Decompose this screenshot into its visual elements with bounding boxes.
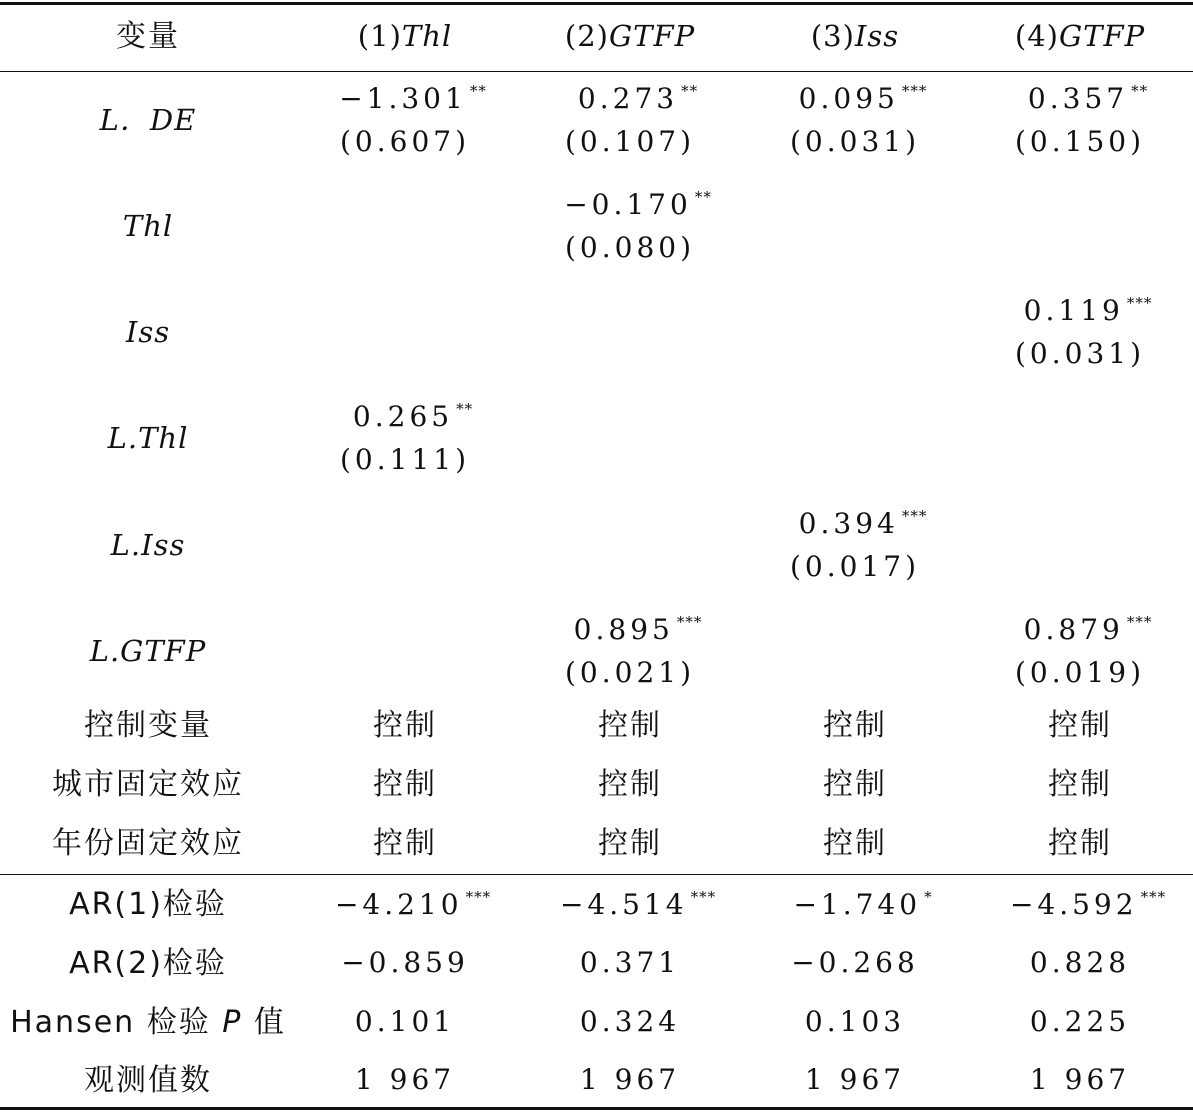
control-cell [1048, 826, 1112, 861]
standard-error [789, 125, 921, 158]
standard-error-value: (0.017) [789, 550, 921, 583]
control-cell-text: 控制 [598, 826, 662, 861]
column-number: (3) [810, 19, 855, 53]
significance-stars: *** [690, 888, 717, 906]
control-row-label-text: 年份固定效应 [52, 826, 244, 861]
control-cell-text: 控制 [373, 708, 437, 743]
control-row-label-text: 控制变量 [84, 708, 212, 743]
test-cell-value: −4.514 [559, 888, 688, 921]
coefficient [574, 615, 703, 644]
coefficient [1028, 84, 1148, 113]
standard-error-value: (0.150) [1014, 125, 1146, 158]
significance-stars: *** [901, 507, 928, 525]
column-number: (1) [357, 19, 402, 53]
test-cell-value: 0.371 [579, 946, 681, 979]
test-cell-value: 1 967 [354, 1063, 456, 1096]
bottom-rule [0, 1107, 1193, 1110]
row-label-text: L.Iss [110, 528, 186, 562]
test-cell [1010, 890, 1166, 919]
row-label [110, 528, 186, 562]
coefficient-value: 0.273 [577, 82, 679, 115]
control-cell [823, 708, 887, 743]
row-label [107, 421, 189, 455]
significance-stars: *** [901, 82, 928, 100]
significance-stars: ** [694, 188, 712, 206]
standard-error [1014, 656, 1146, 689]
mid-rule [0, 874, 1193, 875]
significance-stars: *** [1126, 613, 1153, 631]
test-cell [791, 946, 919, 979]
standard-error [1014, 125, 1146, 158]
control-cell [373, 826, 437, 861]
row-label-text: L．DE [99, 103, 197, 137]
top-rule [0, 2, 1193, 5]
control-cell [598, 708, 662, 743]
standard-error [339, 125, 471, 158]
coefficient-value: −1.301 [339, 82, 467, 115]
coefficient [799, 509, 928, 538]
significance-stars: *** [1140, 888, 1167, 906]
standard-error-value: (0.607) [339, 125, 471, 158]
control-cell-text: 控制 [373, 767, 437, 802]
standard-error-value: (0.031) [1014, 337, 1146, 370]
test-cell [1029, 1063, 1131, 1096]
column-header [1014, 19, 1146, 53]
row-label-text: Iss [125, 315, 171, 349]
control-cell [373, 767, 437, 802]
test-cell-value: 0.324 [579, 1005, 681, 1038]
standard-error-value: (0.080) [564, 231, 696, 264]
coefficient-value: 0.879 [1023, 613, 1124, 646]
test-row-label-text: AR(2)检验 [69, 946, 227, 981]
control-cell [373, 708, 437, 743]
standard-error [1014, 337, 1146, 370]
control-row-label [52, 767, 244, 802]
header-label [116, 19, 180, 54]
column-variable: GTFP [608, 19, 696, 53]
standard-error-value: (0.111) [339, 443, 471, 476]
coefficient-value: −0.170 [564, 188, 692, 221]
significance-stars: ** [681, 82, 699, 100]
control-cell-text: 控制 [1048, 708, 1112, 743]
control-cell [598, 826, 662, 861]
test-cell [335, 890, 491, 919]
test-row-label-italic: P [222, 1005, 243, 1040]
coefficient [564, 190, 712, 219]
test-row-label-text: Hansen 检验 [10, 1005, 223, 1040]
test-cell [793, 890, 932, 919]
coefficient-value: 0.357 [1027, 82, 1129, 115]
test-row-label [69, 946, 227, 981]
test-row-label [69, 887, 227, 922]
significance-stars: * [924, 888, 933, 906]
test-cell [804, 1063, 906, 1096]
coefficient-value: 0.895 [573, 613, 674, 646]
test-cell-value: −0.859 [341, 946, 469, 979]
control-cell [1048, 708, 1112, 743]
standard-error-value: (0.021) [564, 656, 696, 689]
row-label-text: L.Thl [107, 421, 189, 455]
standard-error [789, 550, 921, 583]
test-cell [560, 890, 716, 919]
test-cell-value: −4.592 [1009, 888, 1138, 921]
column-variable: Iss [854, 19, 900, 53]
control-cell-text: 控制 [598, 708, 662, 743]
test-cell-value: 1 967 [804, 1063, 906, 1096]
significance-stars: ** [469, 82, 487, 100]
column-number: (2) [564, 19, 609, 53]
significance-stars: ** [1131, 82, 1149, 100]
significance-stars: ** [456, 400, 474, 418]
test-cell [354, 1005, 456, 1038]
column-header [564, 19, 696, 53]
control-cell-text: 控制 [373, 826, 437, 861]
test-cell-value: 0.828 [1029, 946, 1131, 979]
control-row-label [84, 708, 212, 743]
test-cell-value: 0.225 [1029, 1005, 1131, 1038]
test-row-label-text: AR(1)检验 [69, 887, 227, 922]
standard-error-value: (0.031) [789, 125, 921, 158]
coefficient [339, 84, 487, 113]
test-cell [1029, 1005, 1131, 1038]
standard-error [339, 443, 471, 476]
coefficient-value: 0.265 [352, 400, 454, 433]
control-row-label-text: 城市固定效应 [52, 767, 244, 802]
standard-error-value: (0.019) [1014, 656, 1146, 689]
standard-error-value: (0.107) [564, 125, 696, 158]
standard-error [564, 656, 696, 689]
column-variable: Thl [401, 19, 453, 53]
coefficient [1024, 615, 1153, 644]
test-cell [354, 1063, 456, 1096]
control-cell-text: 控制 [823, 767, 887, 802]
test-cell [579, 1063, 681, 1096]
significance-stars: *** [1126, 294, 1153, 312]
control-cell-text: 控制 [1048, 826, 1112, 861]
row-label [125, 315, 171, 349]
column-variable: GTFP [1058, 19, 1146, 53]
test-cell-value: 0.103 [804, 1005, 906, 1038]
row-label [99, 103, 197, 137]
header-rule [0, 71, 1193, 72]
test-cell [579, 946, 681, 979]
test-cell-value: 0.101 [354, 1005, 456, 1038]
row-label [122, 209, 174, 243]
test-row-label-text: 观测值数 [84, 1063, 212, 1098]
standard-error [564, 125, 696, 158]
coefficient-value: 0.119 [1023, 294, 1124, 327]
control-row-label [52, 826, 244, 861]
control-cell-text: 控制 [823, 708, 887, 743]
control-cell [823, 767, 887, 802]
control-cell [1048, 767, 1112, 802]
test-cell-value: −4.210 [334, 888, 463, 921]
significance-stars: *** [465, 888, 492, 906]
test-row-label [10, 1005, 286, 1040]
coefficient [799, 84, 928, 113]
column-header [810, 19, 900, 53]
test-cell [804, 1005, 906, 1038]
coefficient-value: 0.394 [798, 507, 899, 540]
test-cell-value: −0.268 [791, 946, 919, 979]
control-cell [823, 826, 887, 861]
test-cell-value: 1 967 [1029, 1063, 1131, 1096]
test-cell [1029, 946, 1131, 979]
control-cell-text: 控制 [1048, 767, 1112, 802]
test-cell-value: −1.740 [793, 888, 922, 921]
coefficient [578, 84, 698, 113]
control-cell-text: 控制 [823, 826, 887, 861]
column-header [357, 19, 453, 53]
row-label-text: Thl [122, 209, 174, 243]
significance-stars: *** [676, 613, 703, 631]
control-cell-text: 控制 [598, 767, 662, 802]
coefficient-value: 0.095 [798, 82, 899, 115]
coefficient [1024, 296, 1153, 325]
test-cell [579, 1005, 681, 1038]
row-label-text: L.GTFP [89, 634, 207, 668]
test-row-label [84, 1063, 212, 1098]
row-label [89, 634, 207, 668]
header-label-text: 变量 [116, 19, 180, 54]
test-cell [341, 946, 469, 979]
control-cell [598, 767, 662, 802]
test-row-label-suffix: 值 [242, 1005, 286, 1040]
test-cell-value: 1 967 [579, 1063, 681, 1096]
standard-error [564, 231, 696, 264]
coefficient [353, 402, 473, 431]
column-number: (4) [1014, 19, 1059, 53]
